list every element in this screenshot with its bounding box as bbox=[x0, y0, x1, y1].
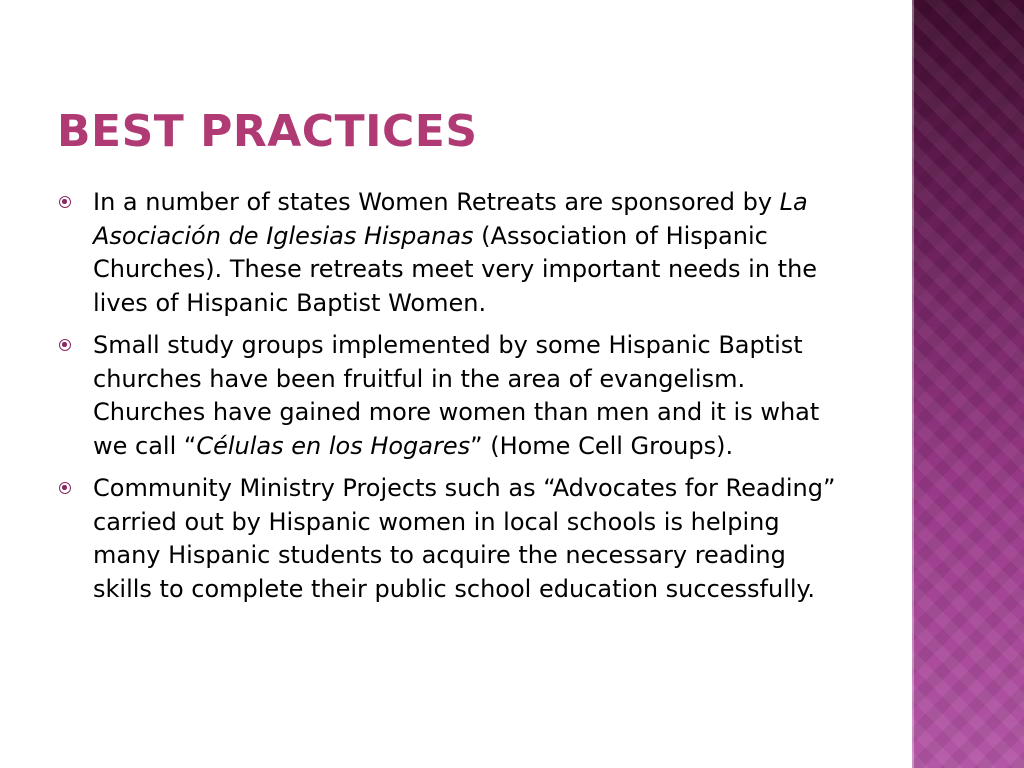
bullet-text-start: In a number of states Women Retreats are sponsored by bbox=[93, 188, 780, 216]
bullet-text-emphasis: La Asociación de Iglesias Hispanas bbox=[93, 188, 808, 250]
circle-bullet-icon bbox=[59, 196, 71, 208]
circle-bullet-icon bbox=[59, 339, 71, 351]
bullet-text bbox=[93, 188, 817, 317]
bullet-item-women-retreats bbox=[58, 186, 848, 320]
bullet-text bbox=[93, 331, 819, 460]
bullet-item-study-groups bbox=[58, 329, 848, 463]
circle-bullet-icon bbox=[59, 482, 71, 494]
bullet-item-community-ministry bbox=[58, 472, 848, 606]
side-band-edge bbox=[912, 0, 914, 768]
bullet-text-emphasis: Células en los Hogares bbox=[196, 431, 471, 460]
bullet-text-end: ” (Home Cell Groups). bbox=[470, 431, 734, 460]
bullet-list bbox=[58, 186, 848, 615]
bullet-text-end: (Association of Hispanic Churches). These retreats meet very important needs in the lives of Hispanic Baptist Women. bbox=[93, 221, 818, 317]
bullet-text: Community Ministry Projects such as “Advocates for Reading” carried out by Hispanic women in local schools is helping many Hispanic students to acquire the necessary reading skills to complete their public school education successfully. bbox=[93, 474, 836, 603]
bullet-text-start: Small study groups implemented by some Hispanic Baptist churches have been fruitful in the area of evangelism. Churches have gained more women than men and it is what we call “ bbox=[93, 331, 820, 460]
decorative-side-band bbox=[912, 0, 1024, 768]
slide-title: BEST PRACTICES bbox=[57, 106, 478, 157]
